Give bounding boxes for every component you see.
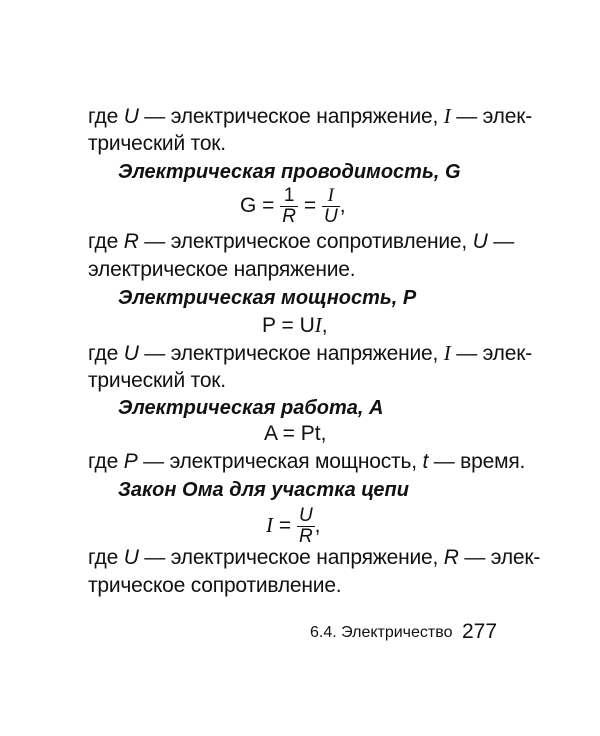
comma: , (321, 314, 328, 337)
text: где (88, 342, 124, 365)
heading-work: Электрическая работа, A (118, 397, 384, 419)
text: где (88, 230, 124, 253)
text: — время. (428, 450, 526, 473)
symbol-I: I (266, 513, 273, 538)
equals: = (298, 194, 322, 218)
denominator: U (323, 206, 338, 227)
paragraph-1-line-1 (88, 103, 532, 130)
fraction-U-over-R (297, 506, 315, 547)
symbol-t: t (422, 450, 429, 473)
paragraph-3-line-1 (88, 340, 532, 367)
heading-conductance: Электрическая проводимость, G (118, 161, 461, 183)
text: — элек- (450, 105, 532, 128)
text: — электрическое напряжение, (138, 105, 444, 128)
text: где (88, 450, 124, 473)
symbol-I: I (314, 313, 322, 337)
symbol-U: U (123, 546, 139, 569)
symbol-U: U (123, 105, 139, 128)
numerator: U (298, 505, 313, 526)
paragraph-4-line-1 (88, 449, 526, 475)
symbol-I: I (443, 104, 451, 128)
heading-power: Электрическая мощность, P (118, 287, 417, 309)
formula-ohm (266, 506, 321, 547)
paragraph-2-line-1 (88, 229, 515, 255)
running-footer-section: 6.4. Электричество (310, 624, 453, 641)
text: — (487, 230, 515, 253)
symbol-U: U (123, 342, 139, 365)
paragraph-1-line-2: трический ток. (88, 132, 226, 155)
comma: , (339, 194, 346, 218)
fraction-1-over-R (280, 186, 298, 227)
formula-power (262, 312, 328, 339)
symbol-I: I (443, 341, 451, 365)
page-number: 277 (462, 620, 498, 643)
fraction-I-over-U (322, 186, 340, 227)
text: — электрическое сопротивление, (138, 230, 473, 253)
equals: = (273, 514, 297, 538)
text: — электрическая мощность, (137, 450, 423, 473)
numerator: 1 (280, 186, 298, 207)
formula-conductance (240, 186, 346, 227)
symbol-U: U (299, 314, 315, 337)
symbol-P: P (123, 450, 138, 473)
paragraph-2-line-2: электрическое напряжение. (88, 258, 356, 281)
paragraph-3-line-2: трический ток. (88, 369, 226, 392)
comma: , (314, 514, 321, 538)
formula-lhs: G = (240, 194, 281, 218)
text: — элек- (458, 546, 541, 569)
formula-lhs: P (262, 314, 276, 337)
denominator: R (282, 206, 297, 227)
text: — электрическое напряжение, (138, 342, 444, 365)
symbol-R: R (443, 546, 459, 569)
denominator: R (298, 526, 313, 547)
paragraph-5-line-2: трическое сопротивление. (88, 574, 342, 597)
paragraph-5-line-1 (88, 545, 541, 571)
symbol-U: U (472, 230, 488, 253)
symbol-R: R (123, 230, 139, 253)
heading-ohm: Закон Ома для участка цепи (118, 479, 409, 501)
equals: = (275, 314, 300, 337)
text: — электрическое напряжение, (138, 546, 444, 569)
text: где (88, 105, 124, 128)
text: — элек- (450, 342, 532, 365)
formula-work: A = Pt, (264, 422, 327, 445)
text: где (88, 546, 124, 569)
numerator: I (322, 186, 340, 207)
